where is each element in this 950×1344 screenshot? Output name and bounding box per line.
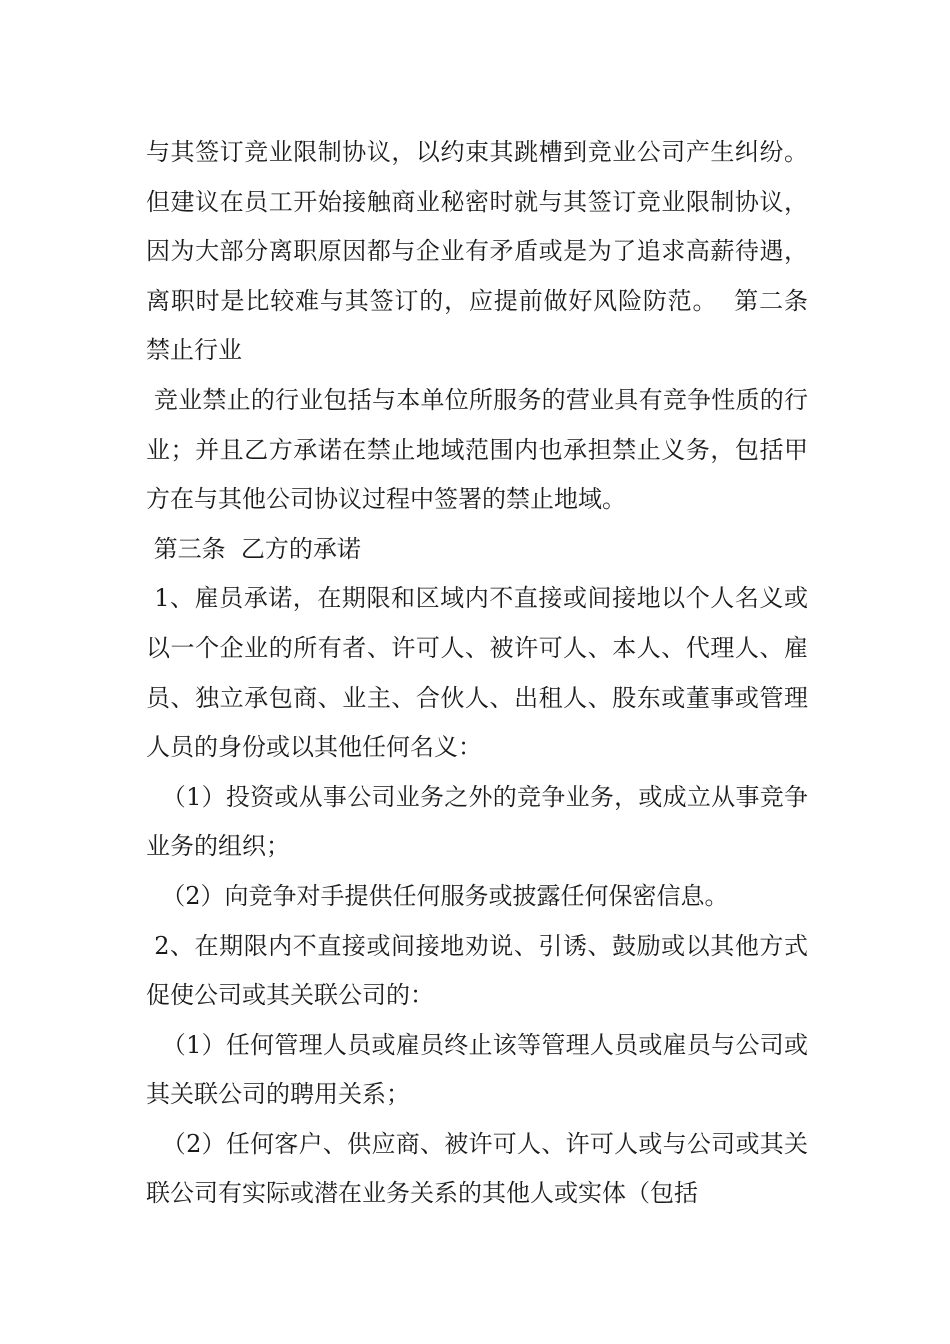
paragraph-clause-2: 2、在期限内不直接或间接地劝说、引诱、鼓励或以其他方式促使公司或其关联公司的： — [146, 931, 808, 1010]
paragraph-article-3-heading: 第三条 乙方的承诺 — [146, 534, 361, 563]
paragraph-clause-1-item-2: （2）向竞争对手提供任何服务或披露任何保密信息。 — [146, 881, 729, 910]
paragraph-clause-1-item-1: （1）投资或从事公司业务之外的竞争业务，或成立从事竞争业务的组织； — [146, 782, 808, 861]
paragraph-clause-2-item-1: （1）任何管理人员或雇员终止该等管理人员或雇员与公司或其关联公司的聘用关系； — [146, 1030, 808, 1109]
paragraph-intro: 与其签订竞业限制协议，以约束其跳槽到竞业公司产生纠纷。 但建议在员工开始接触商业秘密时就与其签订竞业限制协议，因为大部分离职原因都与企业有矛盾或是为了追求高薪待遇，离职时是比较难与其签订的，应提前做好风险防范。 第二条 禁止行业 — [146, 138, 824, 365]
paragraph-clause-1: 1、雇员承诺，在期限和区域内不直接或间接地以个人名义或以一个企业的所有者、许可人、被许可人、本人、代理人、雇员、独立承包商、业主、合伙人、出租人、股东或董事或管理人员的身份或以其他任何名义： — [146, 584, 808, 762]
paragraph-article-2-body: 竞业禁止的行业包括与本单位所服务的营业具有竞争性质的行业；并且乙方承诺在禁止地域范围内也承担禁止义务，包括甲方在与其他公司协议过程中签署的禁止地域。 — [146, 385, 808, 514]
paragraph-clause-2-item-2: （2）任何客户、供应商、被许可人、许可人或与公司或其关联公司有实际或潜在业务关系的其他人或实体（包括 — [146, 1129, 808, 1208]
document-body — [146, 128, 824, 1219]
